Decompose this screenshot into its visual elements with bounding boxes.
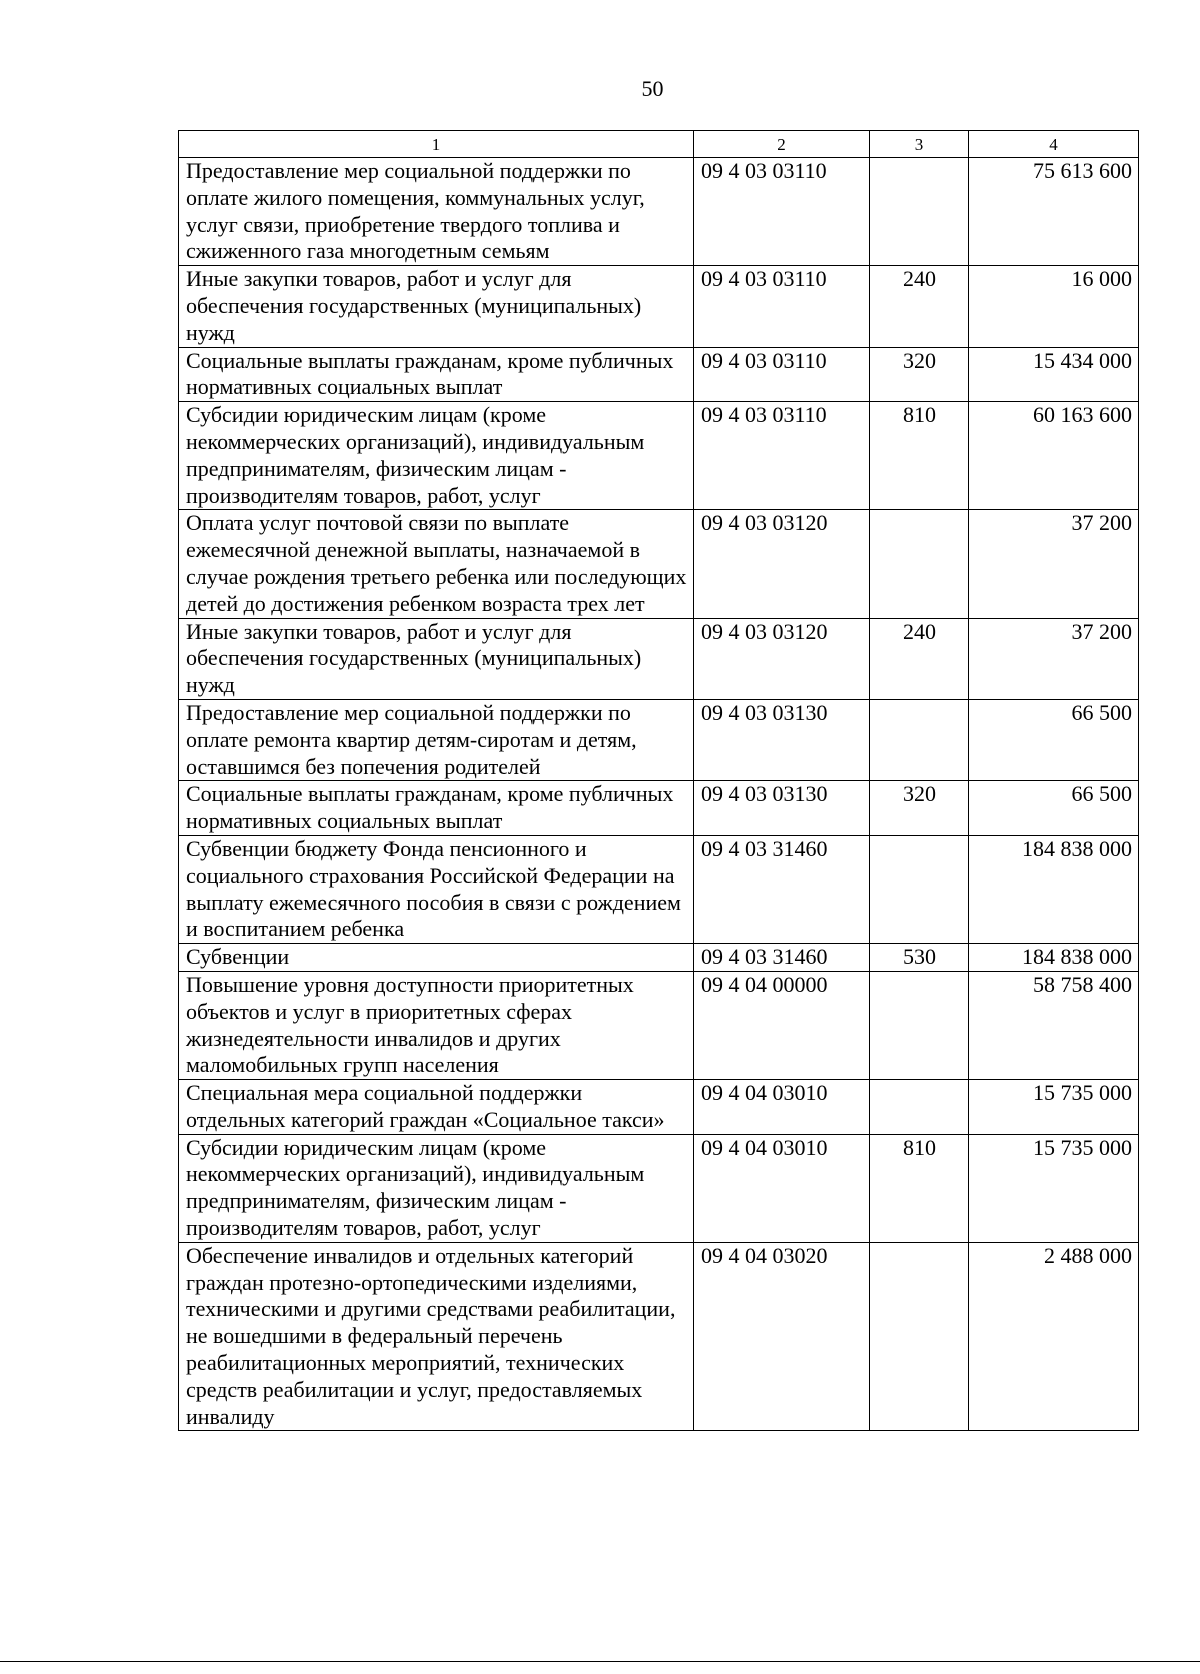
row-type-cell bbox=[870, 1080, 969, 1135]
row-type-cell: 810 bbox=[870, 1134, 969, 1242]
row-amount-cell: 66 500 bbox=[969, 699, 1139, 780]
row-name-cell: Специальная мера социальной поддержки отдельных категорий граждан «Социальное такси» bbox=[179, 1080, 694, 1135]
row-name-cell: Социальные выплаты гражданам, кроме публичных нормативных социальных выплат bbox=[179, 781, 694, 836]
row-name-cell: Повышение уровня доступности приоритетных объектов и услуг в приоритетных сферах жизнедеятельности инвалидов и других маломобильных групп населения bbox=[179, 971, 694, 1079]
row-type-cell: 320 bbox=[870, 781, 969, 836]
row-name-cell: Субвенции bbox=[179, 944, 694, 972]
row-amount-cell: 15 434 000 bbox=[969, 347, 1139, 402]
table-row bbox=[179, 944, 1139, 972]
table-row bbox=[179, 402, 1139, 510]
row-type-cell bbox=[870, 699, 969, 780]
row-code-cell: 09 4 03 03110 bbox=[694, 158, 870, 266]
column-header-4: 4 bbox=[969, 131, 1139, 158]
table-row bbox=[179, 266, 1139, 347]
row-type-cell bbox=[870, 835, 969, 943]
row-code-cell: 09 4 03 03120 bbox=[694, 618, 870, 699]
row-name-cell: Субвенции бюджету Фонда пенсионного и социального страхования Российской Федерации на выплату ежемесячного пособия в связи с рождением и воспитанием ребенка bbox=[179, 835, 694, 943]
table-body bbox=[179, 158, 1139, 1431]
row-code-cell: 09 4 04 03010 bbox=[694, 1080, 870, 1135]
row-name-cell: Социальные выплаты гражданам, кроме публичных нормативных социальных выплат bbox=[179, 347, 694, 402]
column-header-1: 1 bbox=[179, 131, 694, 158]
row-name-cell: Субсидии юридическим лицам (кроме некоммерческих организаций), индивидуальным предпринимателям, физическим лицам - производителям товаров, работ, услуг bbox=[179, 402, 694, 510]
row-code-cell: 09 4 03 03120 bbox=[694, 510, 870, 618]
row-name-cell: Предоставление мер социальной поддержки по оплате ремонта квартир детям-сиротам и детям, оставшимся без попечения родителей bbox=[179, 699, 694, 780]
row-name-cell: Иные закупки товаров, работ и услуг для обеспечения государственных (муниципальных) нужд bbox=[179, 266, 694, 347]
row-type-cell: 320 bbox=[870, 347, 969, 402]
table-row bbox=[179, 1134, 1139, 1242]
row-type-cell bbox=[870, 158, 969, 266]
row-type-cell: 530 bbox=[870, 944, 969, 972]
row-code-cell: 09 4 04 00000 bbox=[694, 971, 870, 1079]
table-row bbox=[179, 1080, 1139, 1135]
row-amount-cell: 60 163 600 bbox=[969, 402, 1139, 510]
page-number: 50 bbox=[641, 76, 664, 101]
table-row bbox=[179, 835, 1139, 943]
row-type-cell: 810 bbox=[870, 402, 969, 510]
column-header-2: 2 bbox=[694, 131, 870, 158]
table-row bbox=[179, 699, 1139, 780]
row-name-cell: Обеспечение инвалидов и отдельных категорий граждан протезно-ортопедическими изделиями, техническими и другими средствами реабилитации, не вошедшими в федеральный перечень реабилитационных мероприятий, технических средств реабилитации и услуг, предоставляемых инвалиду bbox=[179, 1242, 694, 1431]
table-row bbox=[179, 347, 1139, 402]
row-type-cell bbox=[870, 971, 969, 1079]
header-row bbox=[179, 131, 1139, 158]
budget-table bbox=[178, 130, 1139, 1431]
row-amount-cell: 2 488 000 bbox=[969, 1242, 1139, 1431]
table-row bbox=[179, 618, 1139, 699]
table-row bbox=[179, 158, 1139, 266]
row-name-cell: Оплата услуг почтовой связи по выплате ежемесячной денежной выплаты, назначаемой в случае рождения третьего ребенка или последующих детей до достижения ребенком возраста трех лет bbox=[179, 510, 694, 618]
row-amount-cell: 66 500 bbox=[969, 781, 1139, 836]
table-header bbox=[179, 131, 1139, 158]
row-code-cell: 09 4 03 31460 bbox=[694, 835, 870, 943]
row-code-cell: 09 4 03 03110 bbox=[694, 347, 870, 402]
row-code-cell: 09 4 03 03130 bbox=[694, 781, 870, 836]
column-header-3: 3 bbox=[870, 131, 969, 158]
row-type-cell bbox=[870, 1242, 969, 1431]
row-type-cell: 240 bbox=[870, 266, 969, 347]
row-code-cell: 09 4 04 03010 bbox=[694, 1134, 870, 1242]
row-type-cell bbox=[870, 510, 969, 618]
row-name-cell: Субсидии юридическим лицам (кроме некоммерческих организаций), индивидуальным предпринимателям, физическим лицам - производителям товаров, работ, услуг bbox=[179, 1134, 694, 1242]
row-code-cell: 09 4 04 03020 bbox=[694, 1242, 870, 1431]
table-row bbox=[179, 971, 1139, 1079]
table-row bbox=[179, 1242, 1139, 1431]
row-code-cell: 09 4 03 03110 bbox=[694, 266, 870, 347]
row-code-cell: 09 4 03 03110 bbox=[694, 402, 870, 510]
row-code-cell: 09 4 03 03130 bbox=[694, 699, 870, 780]
row-amount-cell: 37 200 bbox=[969, 510, 1139, 618]
row-amount-cell: 58 758 400 bbox=[969, 971, 1139, 1079]
table-row bbox=[179, 510, 1139, 618]
row-name-cell: Иные закупки товаров, работ и услуг для обеспечения государственных (муниципальных) нужд bbox=[179, 618, 694, 699]
table-row bbox=[179, 781, 1139, 836]
page-bottom-rule bbox=[0, 1661, 1200, 1662]
row-amount-cell: 184 838 000 bbox=[969, 944, 1139, 972]
row-amount-cell: 184 838 000 bbox=[969, 835, 1139, 943]
row-code-cell: 09 4 03 31460 bbox=[694, 944, 870, 972]
row-type-cell: 240 bbox=[870, 618, 969, 699]
row-amount-cell: 16 000 bbox=[969, 266, 1139, 347]
row-amount-cell: 15 735 000 bbox=[969, 1134, 1139, 1242]
row-amount-cell: 75 613 600 bbox=[969, 158, 1139, 266]
row-amount-cell: 15 735 000 bbox=[969, 1080, 1139, 1135]
row-amount-cell: 37 200 bbox=[969, 618, 1139, 699]
row-name-cell: Предоставление мер социальной поддержки по оплате жилого помещения, коммунальных услуг, услуг связи, приобретение твердого топлива и сжиженного газа многодетным семьям bbox=[179, 158, 694, 266]
